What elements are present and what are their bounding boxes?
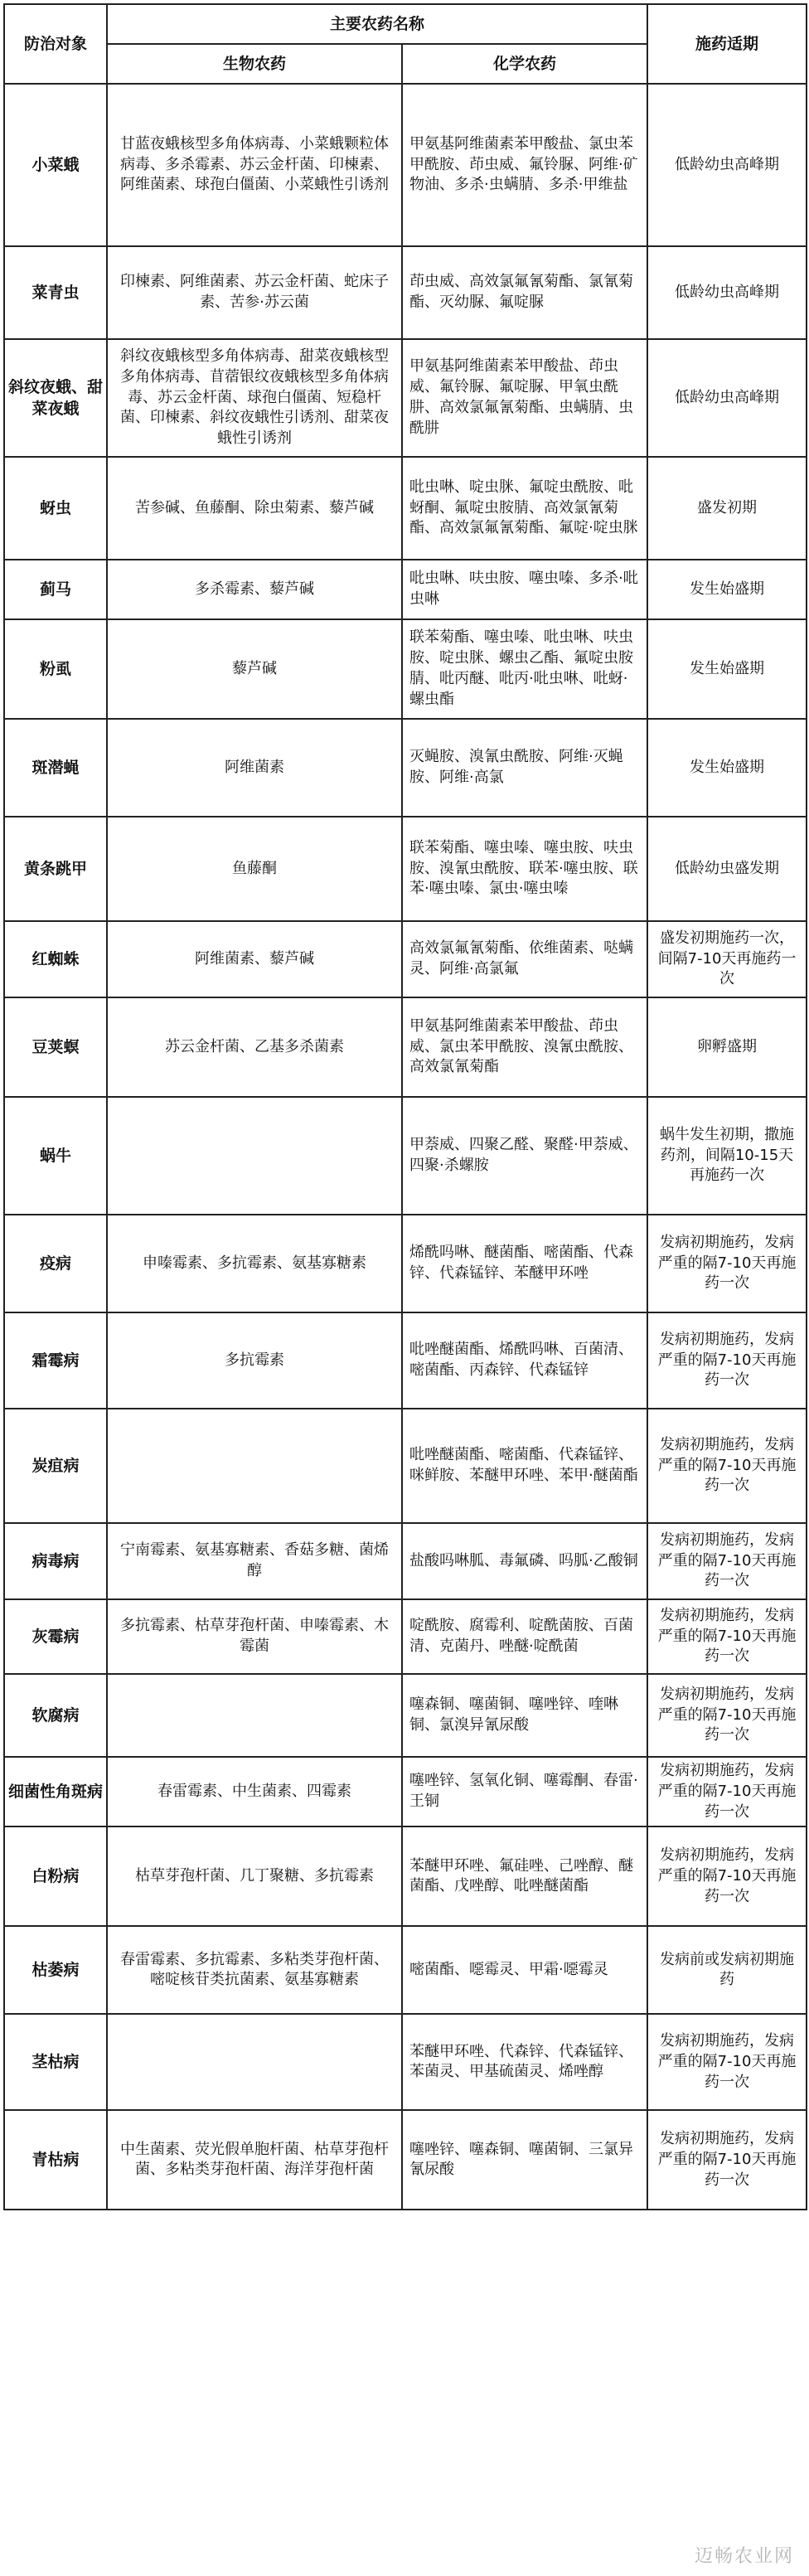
chem-pesticide-cell: 联苯菊酯、噻虫嗪、吡虫啉、呋虫胺、啶虫脒、螺虫乙酯、氟啶虫胺腈、吡丙醚、吡丙·吡虫啉、吡蚜·螺虫酯 (402, 619, 647, 719)
bio-pesticide-cell (107, 1674, 402, 1757)
bio-pesticide-cell: 苏云金杆菌、乙基多杀菌素 (107, 997, 402, 1097)
bio-pesticide-cell: 阿维菌素 (107, 719, 402, 817)
bio-pesticide-cell: 春雷霉素、多抗霉素、多粘类芽孢杆菌、嘧啶核苷类抗菌素、氨基寡糖素 (107, 1926, 402, 2014)
table-row (4, 1523, 807, 1599)
header-chem: 化学农药 (402, 44, 647, 84)
chem-pesticide-cell: 噻森铜、噻菌铜、噻唑锌、喹啉铜、氯溴异氰尿酸 (402, 1674, 647, 1757)
table-row (4, 997, 807, 1097)
target-cell: 菜青虫 (4, 246, 107, 339)
header-timing: 施药适期 (647, 4, 807, 84)
target-cell: 青枯病 (4, 2110, 107, 2210)
chem-pesticide-cell: 嘧菌酯、噁霉灵、甲霜·噁霉灵 (402, 1926, 647, 2014)
target-cell: 红蜘蛛 (4, 921, 107, 997)
chem-pesticide-cell: 高效氯氟氰菊酯、依维菌素、哒螨灵、阿维·高氯氟 (402, 921, 647, 997)
table-row (4, 1926, 807, 2014)
bio-pesticide-cell: 多抗霉素、枯草芽孢杆菌、申嗪霉素、木霉菌 (107, 1599, 402, 1674)
timing-cell: 低龄幼虫高峰期 (647, 339, 807, 457)
bio-pesticide-cell: 阿维菌素、藜芦碱 (107, 921, 402, 997)
bio-pesticide-cell (107, 1409, 402, 1523)
target-cell: 蜗牛 (4, 1097, 107, 1215)
table-row (4, 560, 807, 619)
bio-pesticide-cell: 藜芦碱 (107, 619, 402, 719)
target-cell: 豆荚螟 (4, 997, 107, 1097)
table-row (4, 719, 807, 817)
chem-pesticide-cell: 啶酰胺、腐霉利、啶酰菌胺、百菌清、克菌丹、唑醚·啶酰菌 (402, 1599, 647, 1674)
table-row (4, 817, 807, 921)
bio-pesticide-cell: 申嗪霉素、多抗霉素、氨基寡糖素 (107, 1215, 402, 1312)
target-cell: 斜纹夜蛾、甜菜夜蛾 (4, 339, 107, 457)
chem-pesticide-cell: 吡唑醚菌酯、嘧菌酯、代森锰锌、咪鲜胺、苯醚甲环唑、苯甲·醚菌酯 (402, 1409, 647, 1523)
table-row (4, 1826, 807, 1926)
target-cell: 灰霉病 (4, 1599, 107, 1674)
table-row (4, 1599, 807, 1674)
chem-pesticide-cell: 苯醚甲环唑、氟硅唑、己唑醇、醚菌酯、戊唑醇、吡唑醚菌酯 (402, 1826, 647, 1926)
target-cell: 霜霉病 (4, 1312, 107, 1409)
bio-pesticide-cell: 枯草芽孢杆菌、几丁聚糖、多抗霉素 (107, 1826, 402, 1926)
timing-cell: 发病初期施药，发病严重的隔7-10天再施药一次 (647, 1599, 807, 1674)
timing-cell: 卵孵盛期 (647, 997, 807, 1097)
timing-cell: 低龄幼虫盛发期 (647, 817, 807, 921)
table-row (4, 1674, 807, 1757)
target-cell: 茎枯病 (4, 2014, 107, 2110)
bio-pesticide-cell: 多抗霉素 (107, 1312, 402, 1409)
timing-cell: 发生始盛期 (647, 619, 807, 719)
bio-pesticide-cell (107, 2014, 402, 2110)
chem-pesticide-cell: 苯醚甲环唑、代森锌、代森锰锌、苯菌灵、甲基硫菌灵、烯唑醇 (402, 2014, 647, 2110)
timing-cell: 低龄幼虫高峰期 (647, 84, 807, 246)
target-cell: 蚜虫 (4, 457, 107, 560)
target-cell: 病毒病 (4, 1523, 107, 1599)
table-row (4, 1215, 807, 1312)
chem-pesticide-cell: 吡虫啉、呋虫胺、噻虫嗪、多杀·吡虫啉 (402, 560, 647, 619)
target-cell: 粉虱 (4, 619, 107, 719)
chem-pesticide-cell: 烯酰吗啉、醚菌酯、嘧菌酯、代森锌、代森锰锌、苯醚甲环唑 (402, 1215, 647, 1312)
table-row (4, 1757, 807, 1826)
timing-cell: 发病初期施药，发病严重的隔7-10天再施药一次 (647, 1826, 807, 1926)
bio-pesticide-cell: 宁南霉素、氨基寡糖素、香菇多糖、菌烯醇 (107, 1523, 402, 1599)
table-row (4, 619, 807, 719)
table-row (4, 339, 807, 457)
pesticide-table (3, 3, 807, 2210)
chem-pesticide-cell: 甲萘威、四聚乙醛、聚醛·甲萘威、四聚·杀螺胺 (402, 1097, 647, 1215)
bio-pesticide-cell: 斜纹夜蛾核型多角体病毒、甜菜夜蛾核型多角体病毒、苜蓿银纹夜蛾核型多角体病毒、苏云金杆菌、球孢白僵菌、短稳杆菌、印楝素、斜纹夜蛾性引诱剂、甜菜夜蛾性引诱剂 (107, 339, 402, 457)
header-pesticide-group: 主要农药名称 (107, 4, 647, 44)
bio-pesticide-cell: 鱼藤酮 (107, 817, 402, 921)
timing-cell: 盛发初期施药一次，间隔7-10天再施药一次 (647, 921, 807, 997)
watermark: 迈畅农业网 (694, 2546, 794, 2567)
chem-pesticide-cell: 噻唑锌、氢氧化铜、噻霉酮、春雷·王铜 (402, 1757, 647, 1826)
chem-pesticide-cell: 甲氨基阿维菌素苯甲酸盐、茚虫威、氯虫苯甲酰胺、溴氰虫酰胺、高效氯氰菊酯 (402, 997, 647, 1097)
target-cell: 疫病 (4, 1215, 107, 1312)
timing-cell: 低龄幼虫高峰期 (647, 246, 807, 339)
target-cell: 蓟马 (4, 560, 107, 619)
timing-cell: 发生始盛期 (647, 719, 807, 817)
timing-cell: 发病初期施药，发病严重的隔7-10天再施药一次 (647, 2110, 807, 2210)
chem-pesticide-cell: 灭蝇胺、溴氰虫酰胺、阿维·灭蝇胺、阿维·高氯 (402, 719, 647, 817)
timing-cell: 发病初期施药，发病严重的隔7-10天再施药一次 (647, 1757, 807, 1826)
target-cell: 斑潜蝇 (4, 719, 107, 817)
bio-pesticide-cell: 春雷霉素、中生菌素、四霉素 (107, 1757, 402, 1826)
table-row (4, 246, 807, 339)
target-cell: 枯萎病 (4, 1926, 107, 2014)
timing-cell: 盛发初期 (647, 457, 807, 560)
table-header (4, 4, 807, 84)
chem-pesticide-cell: 茚虫威、高效氯氟氰菊酯、氯氰菊酯、灭幼脲、氟啶脲 (402, 246, 647, 339)
table-row (4, 84, 807, 246)
target-cell: 小菜蛾 (4, 84, 107, 246)
timing-cell: 发病初期施药，发病严重的隔7-10天再施药一次 (647, 1523, 807, 1599)
table-body (4, 84, 807, 2210)
chem-pesticide-cell: 吡虫啉、啶虫脒、氟啶虫酰胺、吡蚜酮、氟啶虫胺腈、高效氯氰菊酯、高效氯氟氰菊酯、氟啶·啶虫脒 (402, 457, 647, 560)
chem-pesticide-cell: 盐酸吗啉胍、毒氟磷、吗胍·乙酸铜 (402, 1523, 647, 1599)
table-row (4, 2014, 807, 2110)
chem-pesticide-cell: 甲氨基阿维菌素苯甲酸盐、氯虫苯甲酰胺、茚虫威、氟铃脲、阿维·矿物油、多杀·虫螨腈、多杀·甲维盐 (402, 84, 647, 246)
chem-pesticide-cell: 联苯菊酯、噻虫嗪、噻虫胺、呋虫胺、溴氰虫酰胺、联苯·噻虫胺、联苯·噻虫嗪、氯虫·噻虫嗪 (402, 817, 647, 921)
timing-cell: 发病初期施药，发病严重的隔7-10天再施药一次 (647, 1312, 807, 1409)
table-row (4, 1409, 807, 1523)
table-row (4, 921, 807, 997)
timing-cell: 发病初期施药，发病严重的隔7-10天再施药一次 (647, 1674, 807, 1757)
header-target: 防治对象 (4, 4, 107, 84)
bio-pesticide-cell: 印楝素、阿维菌素、苏云金杆菌、蛇床子素、苦参·苏云菌 (107, 246, 402, 339)
bio-pesticide-cell: 甘蓝夜蛾核型多角体病毒、小菜蛾颗粒体病毒、多杀霉素、苏云金杆菌、印楝素、阿维菌素、球孢白僵菌、小菜蛾性引诱剂 (107, 84, 402, 246)
timing-cell: 发病初期施药，发病严重的隔7-10天再施药一次 (647, 1409, 807, 1523)
target-cell: 炭疽病 (4, 1409, 107, 1523)
timing-cell: 蜗牛发生初期，撒施药剂，间隔10-15天再施药一次 (647, 1097, 807, 1215)
timing-cell: 发生始盛期 (647, 560, 807, 619)
table-row (4, 457, 807, 560)
target-cell: 白粉病 (4, 1826, 107, 1926)
bio-pesticide-cell: 苦参碱、鱼藤酮、除虫菊素、藜芦碱 (107, 457, 402, 560)
bio-pesticide-cell: 中生菌素、荧光假单胞杆菌、枯草芽孢杆菌、多粘类芽孢杆菌、海洋芽孢杆菌 (107, 2110, 402, 2210)
header-bio: 生物农药 (107, 44, 402, 84)
table-row (4, 1312, 807, 1409)
chem-pesticide-cell: 噻唑锌、噻森铜、噻菌铜、三氯异氰尿酸 (402, 2110, 647, 2210)
target-cell: 软腐病 (4, 1674, 107, 1757)
chem-pesticide-cell: 吡唑醚菌酯、烯酰吗啉、百菌清、嘧菌酯、丙森锌、代森锰锌 (402, 1312, 647, 1409)
target-cell: 细菌性角斑病 (4, 1757, 107, 1826)
bio-pesticide-cell: 多杀霉素、藜芦碱 (107, 560, 402, 619)
table-row (4, 2110, 807, 2210)
timing-cell: 发病初期施药，发病严重的隔7-10天再施药一次 (647, 2014, 807, 2110)
bio-pesticide-cell (107, 1097, 402, 1215)
table-row (4, 1097, 807, 1215)
timing-cell: 发病前或发病初期施药 (647, 1926, 807, 2014)
timing-cell: 发病初期施药，发病严重的隔7-10天再施药一次 (647, 1215, 807, 1312)
chem-pesticide-cell: 甲氨基阿维菌素苯甲酸盐、茚虫威、氟铃脲、氟啶脲、甲氧虫酰肼、高效氯氟氰菊酯、虫螨腈、虫酰肼 (402, 339, 647, 457)
target-cell: 黄条跳甲 (4, 817, 107, 921)
